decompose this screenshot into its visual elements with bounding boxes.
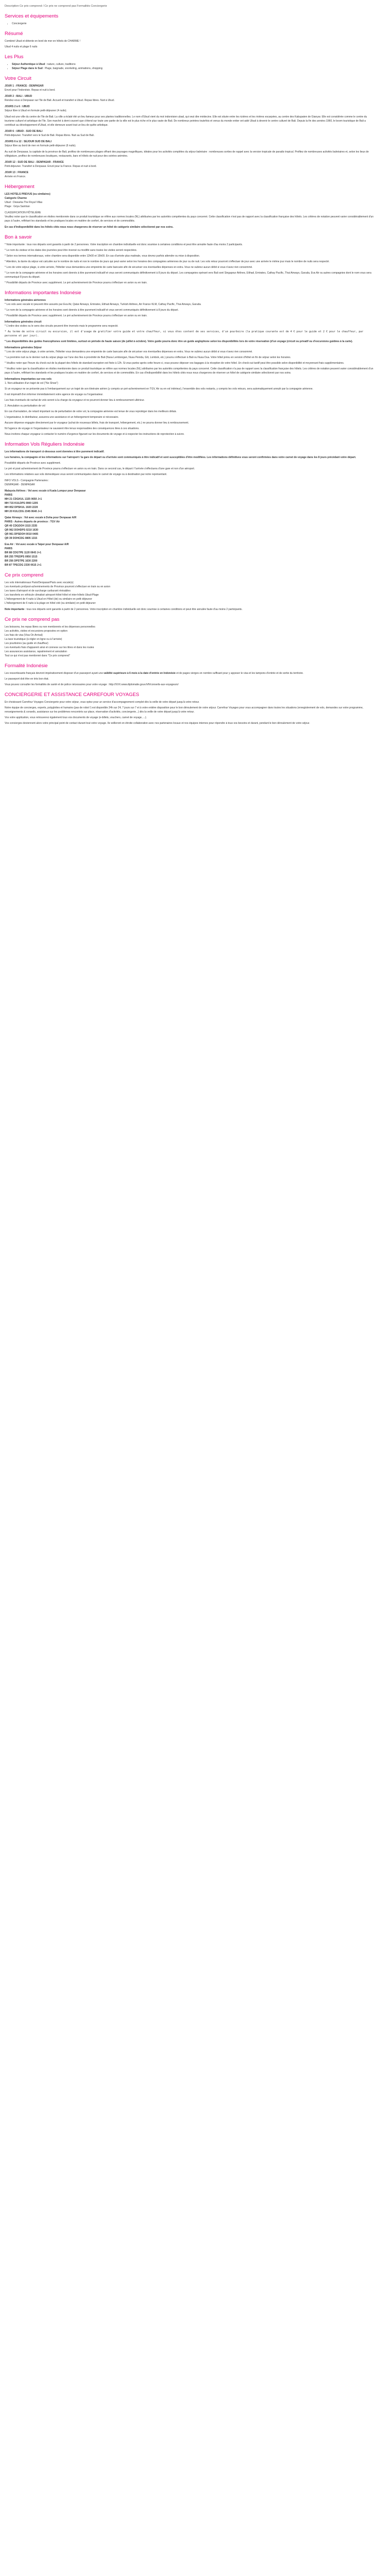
list-item: La taxe touristique (à régler en ligne ou à l'arrivée): [5, 638, 62, 641]
flight-line: MH 715 KULDPS 0900 1205: [5, 502, 38, 505]
flight-list: [5, 520, 377, 540]
plus-section: [5, 54, 377, 71]
vols-intro: Les informations de transport ci-dessous sont données à titre purement indicatif.: [5, 450, 105, 453]
circuit-day: [5, 129, 377, 138]
resume-section: [5, 31, 377, 49]
bon-savoir-paragraph: * Possibilité départs de Province avec supplément. Le pré acheminement de Province pourra s'effectuer en avion ou en train.: [5, 281, 148, 284]
day-text: Rendez-vous à Denpasar sur l'île de Bali. Accueil et transfert à Ubud. Repas libres. Nuit à Ubud.: [5, 99, 115, 102]
bon-savoir-paragraph: * Attention, la durée du séjour est calculée sur le nombre de nuits et non le nombre de jours qui peut varier selon les horaires des compagnies aériennes de jour ou de nuit. Les vols retour pourront s'effectuer de jour avec une arrivée le même jour mais le nombre de nuits sera respecté.: [5, 260, 330, 263]
info-paragraph: L'organisateur, le distributeur, assurera une assistance et un hébergement temporaire si nécessaire.: [5, 416, 119, 419]
plus-item-text: : nature, culture, traditions: [45, 63, 76, 66]
list-item: [12, 62, 377, 66]
info-paragraph: Nous invitons chaque voyageur à contacter le numéro d'urgence figurant sur les documents de voyage et à respecter les instructions de reprotection à suivre.: [5, 433, 185, 436]
ne-comprend-section: [5, 617, 377, 658]
info-paragraph: Ni l'agence de voyage ni l'organisateur ne sauraient être tenus responsables des conséquences liées à ces situations.: [5, 427, 140, 430]
hotel-ubud: Ubud : Dewarka The Royal Villas: [5, 201, 43, 204]
ne-comprend-title: Ce prix ne comprend pas: [5, 617, 60, 622]
vols-bold-paragraph: Les horaires, la compagnie et les informations sur l'aéroport / la gare de départ ou d'arrivée sont communiqués à titre indicatif et sont susceptibles d'être modifiées. Les informations définitives vous seront confirmées dans votre carnet de voyage dans les 8 jours précédant votre départ.: [5, 456, 356, 459]
resume-line: Ubud 4 nuits et plage 6 nuits: [5, 45, 38, 48]
day-text: Séjour libre à Ubud en formule petit-déjeuner (4 nuits).: [5, 109, 67, 112]
circuit-day: [5, 105, 377, 113]
day-title: JOUR 12 : SUD DE BALI - DENPASAR - FRANCE: [5, 161, 64, 164]
list-item: [12, 66, 377, 71]
formalite-text: Les ressortissants français devront impérativement disposer d'un passeport ayant une: [5, 672, 104, 675]
formalite-title: Formalité Indonésie: [5, 663, 48, 669]
flight-line: BR 87 TPECDG 2330 0615 J+1: [5, 564, 42, 567]
breadcrumb: Description Ce prix comprend / Ce prix ne comprend pas Formalités Conciergerie: [5, 5, 107, 8]
list-item: L'hébergement de 6 nuits à la plage en hôtel cité (ou similaire) en petit déjeuner: [5, 602, 96, 605]
bon-savoir-title: Bon à savoir: [5, 234, 32, 240]
hotel-plage: Plage : Griya Santrian: [5, 205, 30, 208]
list-item: Les vols internationaux Paris/Denpasar/Paris avec escale(s): [5, 581, 74, 584]
day-text: Arrivée en France.: [5, 175, 26, 178]
conciergerie-paragraph: Notre équipe de concierges, experts, polyglottes et humains (pas de robot !) est disponible 24h sur 24, 7 jours sur 7 et à votre entière disposition pour le bon déroulement de votre séjour. Carrefour Voyages pour vous accompagner dans toutes les situations (enregistrement de vols, demandes sur votre programme, renseignements & conseils, assistance sur les problèmes rencontrés sur place, réservation d'activités, conciergerie...) dès la veille de votre départ jusqu'à votre retour.: [5, 706, 364, 714]
list-item: Les boissons, les repas libres ou non mentionnés et les dépenses personnelles: [5, 625, 95, 629]
comprend-note: [5, 607, 377, 612]
info-paragraph: * Veuillez noter que la classification en étoiles mentionnée dans ce produit touristique se réfère aux normes locales (NL) attribuées par les autorités compétentes du pays concerné. Cette classification n'a pas de rapport avec la classification française des hôtels. Les critères de notation peuvent varier considérablement d'un pays à l'autre, reflétant les standards et les pratiques locales en matière de confort, de services et de commodités. En cas d'indisponibilité dans les hôtels cités nous nous chargerons de réserver un hôtel de catégorie similaire sélectionné par nos soins.: [5, 367, 373, 375]
list-item: L'hébergement de 4 nuits à Ubud en Hôtel (de) ou similaire en petit déjeuner: [5, 598, 92, 601]
sub-heading: Informations générales Séjour: [5, 346, 42, 349]
info-paragraph: 2. Annulation ou perturbation de vol: [5, 404, 45, 408]
conciergerie-paragraph: En choisissant Carrefour Voyages Conciergerie pour votre séjour, vous optez pour un service d'accompagnement complet dès la veille de votre départ jusqu'à votre retour.: [5, 701, 200, 704]
airline-title: Qatar Airways : Vol avec escale à Doha pour Denpasar A/R: [5, 516, 77, 519]
day-text: Séjour libre au bord de mer en formule petit-déjeuner (6 nuits).: [5, 144, 76, 147]
flight-line: QR 39 DOHCDG 0805 1315: [5, 537, 38, 540]
info-paragraph: * Les disponibilités des guides francophones sont limitées, surtout en période de haute saison (de juillet à octobre). Votre guide pourra donc être un guide anglophone selon les disponibilités lors de votre réservation (d'un voyage (circuit ou privatif ou d'excursions guidées à la carte).: [5, 340, 353, 343]
list-item: Les assurances assistance, rapatriement et annulation: [5, 650, 67, 653]
plus-item-bold: Séjour Authentique à Ubud: [12, 63, 45, 66]
list-item: Les activités, visites et excursions proposées en option: [5, 630, 68, 633]
bon-savoir-paragraph: * Selon nos termes internationaux, votre chambre sera disponible entre 12h00 et 15h00. En cas d'arrivée plus matinale, vous devrez parfois attendre ou mise à disposition.: [5, 255, 200, 258]
classification-title: CLASSIFICATION HÔTELIÈRE: [5, 211, 41, 214]
hebergement-section: [5, 184, 377, 229]
formalite-section: [5, 663, 377, 687]
flight-line: BR 256 DPSTPE 1630 2200: [5, 560, 38, 563]
flight-line: PARIS: [5, 547, 12, 550]
bon-savoir-paragraph: * Lors de votre séjour plage, à votre arrivée, l'hôtelier vous demandera une empreinte de carte bancaire afin de sécuriser vos éventuelles dépenses en extra. Vous ne subirez aucun débit si vous n'avez rien consommé.: [5, 266, 253, 269]
day-title: JOUR 13 : FRANCE: [5, 171, 29, 174]
sub-heading: Informations générales aériennes: [5, 299, 46, 302]
comprend-section: [5, 572, 377, 612]
day-text: Petit-déjeuner. Transfert vers le Sud de Bali. Repas libres. Nuit au Sud de Bali.: [5, 134, 94, 137]
ne-comprend-list: [5, 625, 377, 658]
list-item: Les éventuels frais d'apparent ainsi et connexe sur les titres et dans les routes: [5, 646, 94, 649]
airline-title: Malaysia Airlines : Vol avec escale à Kuala Lumpur pour Denpasar: [5, 489, 86, 493]
day-text: Ubud est une ville du centre de l'île de Bali. La ville a éclaté été un lieu fameux pour ses plantes traditionnelles. Le nom d'Ubud vient du mot indonésien ubad, qui veut dire médecine. Elle est située entre les rizières et les rivières escarpées, au centre des Kabupaten de Gianyar. Elle est considérée comme le centre du tourisme culturel et artistique de l'île. Son marché à demi couvert que s'étend sur toute une partie de la ville est le plus riche et le plus vaste de Bali. De nombreux peintres toutefois et venus du monde entier ont aidé Ubud à devenir le centre culturel de Bali. Depuis la fin des années 1960, le boom touristique de Bali a contribué au développement d'Ubud, et elle demeure avant tout un lieu de quête artistique.: [5, 115, 367, 127]
plus-item-text: : Plage, baignade, snorkeling, animations, shopping: [42, 67, 103, 70]
services-title: Services et équipements: [5, 13, 59, 19]
bon-savoir-paragraph: * Le nom de la compagnie aérienne et les horaires sont donnés à titre purement indicatif et vous seront communiqués définitivement à 8 jours du départ. Les compagnies opérant vers Bali sont Singapour Airlines, Etihad, Emirates, Cathay Pacific, Thai Airways, Garuda, Eva Air ou autres compagnies dont le nom vous sera communiqué 8 jours du départ.: [5, 272, 371, 279]
comprend-list: [5, 581, 377, 605]
flight-line: MH 21 CDGKUL 1325 0650 J+1: [5, 498, 42, 501]
info-paragraph: Les frais éventuels de rachat de vols seront à la charge du voyageur et ne pourront donner lieu à remboursement ultérieur.: [5, 399, 145, 402]
classification-text: Veuillez noter que le classification en étoiles mentionnée dans ce produit touristique se réfère aux normes locales (NL) attribuées par les autorités compétentes du pays concerné. Cette classification n'est pas de rapport avec la classification française des hôtels. Les critères de notation peuvent varier considérablement d'un pays à l'autre, reflétant les standards et les pratiques locales en matière de confort, de services et de commodités.: [5, 215, 374, 223]
info-paragraph: * Veuillez noter que l'heure du check-out de la plupart des hôtels de standard européen est fixée à 12h. Si vous partez après cette heure-ci, vous pouvez déposer vos bagages à la réception de votre hôtel. Un check-out tardif peut être possible selon disponibilité et moyennant frais supplémentaires.: [5, 362, 345, 365]
infos-vols-title: Information Vols Réguliers Indonésie: [5, 442, 85, 447]
infos-indonesie-title: Informations importantes Indonésie: [5, 290, 82, 296]
comprend-title: Ce prix comprend: [5, 572, 43, 578]
services-list: [5, 22, 377, 26]
list-item: Les frais de visa (Visa On Arrival): [5, 634, 43, 637]
plus-title: Les Plus: [5, 54, 24, 60]
infos-indonesie-section: [5, 290, 377, 436]
flight-list: [5, 493, 377, 514]
vols-info-sub: DENPASAR - DENPASAR: [5, 483, 35, 486]
list-item: Les transferts en véhicule climatisé aéroport-hôtel-hôtel et inter-hôtels Ubud-Plage: [5, 594, 99, 597]
info-paragraph: Si un voyageur ne se présente pas à l'embarquement sur un trajet de son itinéraire aérien (y compris un pré-acheminement en TGV, Air ou en vol intérieur), l'ensemble des vols restants, y compris les vols retours, sera automatiquement annulé par la compagnie aérienne.: [5, 387, 314, 391]
vols-paragraph: Le pré et post acheminement de Province pourra s'effectuer en avion ou en train. Dans ce second cas, le départ / l'arrivée s'effectuera d'une gare et non d'un aéroport.: [5, 467, 195, 470]
conciergerie-paragraph: Vos concierges deviennent alors votre principal point de contact durant tout votre voyage. Ils veilleront en étroite collaboration avec nos partenaires locaux et nos équipes internes pour répondre à tous vos besoins et durant, pendant le bon déroulement de votre séjour.: [5, 722, 310, 725]
list-item: Les taxes d'aéroport et de surcharge carburant révisables: [5, 589, 71, 592]
info-paragraph: 1. Non-utilisation d'un trajet de vol ("No Show"): [5, 382, 58, 385]
flight-list: [5, 547, 377, 567]
bon-savoir-section: [5, 234, 377, 285]
day-title: JOURS 2 à 6 : UBUD: [5, 105, 30, 108]
info-paragraph: * Le nom de la compagnie aérienne et les horaires sont donnés à titre purement indicatif et vous seront communiqués définitivement à 8 jours du départ.: [5, 309, 179, 312]
info-paragraph: En cas d'annulation, de retard important ou de perturbation de votre vol, la compagnie aérienne est tenue de vous reprotéger dans les meilleurs délais.: [5, 410, 177, 413]
list-item: Les éventuels pré/post-acheminements de Province pourront s'effectuer en train ou en avion: [5, 585, 110, 588]
info-paragraph: * Possibilité départs de Province avec supplément. Le pré acheminement de Province pourra s'effectuer en avion ou en train.: [5, 314, 148, 317]
flight-line: MH 20 KULCDG 2345 0640 J+1: [5, 510, 42, 513]
resume-line: Combiné Ubud et détente en bord de mer en hôtels de CHARME !: [5, 40, 80, 43]
circuit-day: [5, 140, 377, 148]
flight-line: BR 88 CDGTPE 1120 0643 J+1: [5, 551, 42, 554]
day-title: JOUR 6 : UBUD - SUD DE BALI: [5, 130, 43, 133]
vols-paragraph: Possibilité départs de Province avec supplément.: [5, 462, 61, 465]
note-text: : tous nos départs sont garantis à partir de 2 personnes. Votre inscription en chambre individuelle est donc soumise à certaines conditions et peut être annulée faute d'au moins 2 participants.: [24, 608, 242, 611]
list-item: Les pourboires (au guide et chauffeur): [5, 642, 48, 645]
airline-title: Eva Air : Vol avec escale à Taipei pour Denpasar A/R: [5, 543, 69, 546]
bon-savoir-paragraph: * Le nom du visiteur et les dates des journées peut être inversé ou modifié sans toutes les visites seront respectées.: [5, 249, 137, 252]
conciergerie-section: [5, 692, 377, 725]
classification-note: En cas d'indisponibilité dans les hôtels cités nous nous chargerons de réserver un hôtel de catégorie similaire sélectionné par nos soins.: [5, 226, 174, 229]
formalite-paragraph: Le passeport doit être en très bon état.: [5, 677, 49, 681]
circuit-day: [5, 84, 377, 92]
resume-title: Résumé: [5, 31, 23, 37]
bon-savoir-paragraph: * Note importante : tous nos départs sont garantis à partir de 2 personnes. Votre inscription en chambre individuelle est donc soumise à certaines conditions et peut être annulée faute d'au moins 2 participants.: [5, 243, 243, 246]
circuit-day: [5, 115, 377, 127]
formalite-link[interactable]: Vous pouvez consulter les formalités de santé et de police nécessaires pour votre voyage : http://XXX.www.diplomatie.gouv.fr/fr/conseils-aux-voyageurs/: [5, 683, 179, 686]
infos-vols-section: [5, 442, 377, 567]
circuit-day: [5, 94, 377, 103]
plus-item-bold: Séjour Plage dans le Sud: [12, 67, 43, 70]
day-title: JOUR 2 : BALI - UBUD: [5, 95, 32, 98]
flight-line: MH 852 DPSKUL 1920 2220: [5, 506, 38, 509]
hebergement-title: Hébergement: [5, 184, 35, 190]
info-paragraph: * La première nuit ou le dernier nuit du séjour plage sur l'une des îles à proximité de Bali (Nusa Lembongan, Nusa Penida, Gili, Lombok, etc.) pourra s'effectuer à Bali ou Nusa Dua. Votre hôtel prévu en version d'hôtel en fin de séjour selon les horaires.: [5, 356, 291, 359]
info-paragraph: * L'ordre des visites ou le sens des circuits peuvent être inversés mais le programme sera respecté.: [5, 325, 119, 328]
flight-line: BR 255 TPEDPS 0950 1515: [5, 555, 38, 558]
sub-heading: Informations générales circuit: [5, 320, 42, 324]
flight-line: PARIS - Autres départs de province : TGV Air: [5, 520, 60, 523]
info-paragraph: Il est impératif d'en informer immédiatement votre agence de voyage ou l'organisateur.: [5, 393, 104, 396]
circuit-day: [5, 160, 377, 168]
list-item: • Conciergerie: [12, 22, 377, 26]
sub-heading: Informations importantes sur vos vols: [5, 378, 52, 381]
circuit-title: Votre Circuit: [5, 76, 31, 81]
circuit-section: [5, 76, 377, 179]
circuit-day: [5, 150, 377, 158]
hotels-heading: LES HOTELS PREVUS (ou similaires): [5, 193, 51, 196]
hotels-category: Catégorie Charme: [5, 197, 27, 200]
conciergerie-paragraph: Vos votre application, vous retrouverez également tous vos documents de voyage (e-billets, vouchers, carnet de voyage, ...).: [5, 716, 147, 719]
info-paragraph: * Au terme de votre circuit ou excursion, il est d'usage de gratifier votre guide et votre chauffeur, si vous êtes content de ses services, d'un pourboire (la pratique courante est de 4 € pour le guide et 2 € pour le chauffeur, par personne et par jour).: [5, 330, 364, 337]
vols-info-title: INFO VOLS - Compagnie Partenaires :: [5, 479, 50, 482]
formalite-paragraph: [5, 671, 377, 675]
flight-line: PARIS: [5, 494, 12, 497]
flight-line: QR 961 DPSDOH 0010 0405: [5, 533, 39, 536]
note-label: Note importante: [5, 608, 25, 611]
formalite-bold: validité supérieure à 6 mois à la date d'entrée en Indonésie: [103, 672, 176, 675]
flight-line: QR 962 DOHDPS 0210 1630: [5, 529, 39, 532]
flight-line: QR 40 CDGDOH 1515 2335: [5, 524, 38, 528]
vols-paragraph: Les informations relatives aux vols domestiques vous seront communiquées dans le carnet de voyage ou à destination par notre représentant.: [5, 473, 167, 476]
info-paragraph: * Lors de votre séjour plage, à votre arrivée, l'hôtelier vous demandera une empreinte de carte bancaire afin de sécuriser vos éventuelles dépenses en extra. Vous ne subirez aucun débit si vous n'avez rien consommé.: [5, 350, 253, 353]
formalite-text: et de pages vierges en nombre suffisant pour y apposer le visa et les tampons d'entrée et de sortie du territoire.: [175, 672, 304, 675]
conciergerie-title: CONCIERGERIE ET ASSISTANCE CARREFOUR VOYAGES: [5, 692, 139, 698]
day-title: JOUR 1 : FRANCE - DENPASAR: [5, 84, 44, 88]
circuit-day: [5, 171, 377, 179]
plus-list: [5, 62, 377, 71]
day-text: Au sud de Denpasar, la capitale de la province de Bali, profitez de nombreuses plages offrant des paysages magnifiques, idéales pour les activités complètes du séjour balnéaire : nombreuses sorties de rappel avec la version tropicale de paradis tropical. Profitez de nombreuses activités balnéaires et, selon les lieux de villégiature, profitez de nombreuses boutiques, restaurants, bars et hôtels de nuit pour des soirées animées.: [5, 150, 369, 158]
day-text: Petit-déjeuner. Transfert à Denpasar. Envol pour la France. Repas et nuit à bord.: [5, 165, 97, 168]
info-paragraph: * Les vols avec escale ici peuvent être assurés par Eva Air, Qatar Airways, Emirates, Etihad Airways, Turkish Airlines, Air France KLM, Cathay Pacific, Thai Airways, Garuda.: [5, 303, 202, 306]
services-section: [5, 13, 377, 26]
page: [0, 0, 382, 732]
day-text: Envol pour l'Indonésie. Repas et nuit à bord.: [5, 89, 56, 92]
list-item: Tout ce qui n'est pas mentionné dans "Ce prix comprend": [5, 654, 70, 657]
info-paragraph: Aucune dépense engagée directement par le voyageur (achat de nouveaux billets, frais de transport, hébergement, etc.) ne pourra donner lieu à remboursement.: [5, 421, 189, 425]
day-title: JOURS 6 à 12 : SEJOUR SUD DE BALI: [5, 140, 52, 143]
